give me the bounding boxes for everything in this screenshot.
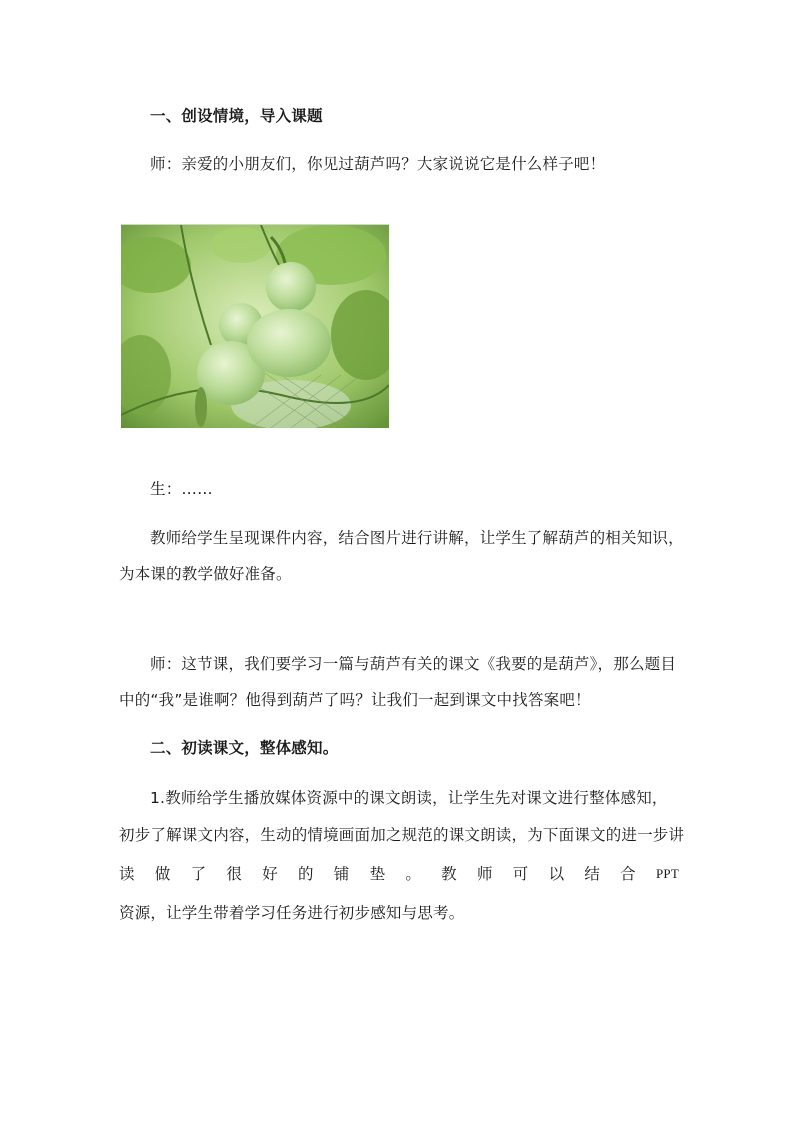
teacher-intro-line-1: 师：这节课，我们要学习一篇与葫芦有关的课文《我要的是葫芦》，那么题目: [150, 655, 677, 673]
word: 好: [262, 865, 278, 883]
para1-line-4: 资源，让学生带着学习任务进行初步感知与思考。: [119, 904, 465, 922]
word: 可: [512, 865, 529, 883]
word: 师: [476, 865, 493, 883]
teacher-question: 师：亲爱的小朋友们，你见过葫芦吗？大家说说它是什么样子吧！: [150, 155, 606, 173]
gourd-photo-image: [121, 225, 389, 428]
word: 了: [190, 865, 207, 883]
word: 垫: [369, 865, 386, 883]
student-answer: 生：……: [150, 480, 213, 498]
word: 的: [297, 865, 314, 883]
section1-heading: 一、创设情境，导入课题: [150, 107, 323, 125]
word: 做: [154, 865, 171, 883]
para1-line-3: [119, 864, 679, 884]
word: 。: [405, 865, 422, 883]
teacher-intro-line-2: 中的“我”是谁啊？他得到葫芦了吗？让我们一起到课文中找答案吧！: [119, 691, 591, 709]
section2-heading: 二、初读课文，整体感知。: [150, 739, 339, 757]
explanation-line-2: 为本课的教学做好准备。: [119, 565, 292, 583]
word: 铺: [333, 865, 350, 883]
para1-line-2: 初步了解课文内容，生动的情境画面加之规范的课文朗读，为下面课文的进一步讲: [119, 826, 685, 844]
word: 以: [548, 865, 565, 883]
gourd-photo: [121, 224, 389, 428]
word: 结: [584, 865, 601, 883]
word: 很: [226, 865, 243, 883]
word: PPT: [655, 866, 679, 881]
para1-line-1: 1.教师给学生播放媒体资源中的课文朗读，让学生先对课文进行整体感知，: [150, 789, 668, 807]
word: 教: [441, 865, 457, 883]
explanation-line-1: 教师给学生呈现课件内容，结合图片进行讲解，让学生了解葫芦的相关知识，: [150, 529, 684, 547]
word: 合: [620, 865, 636, 883]
word: 读: [119, 865, 135, 883]
